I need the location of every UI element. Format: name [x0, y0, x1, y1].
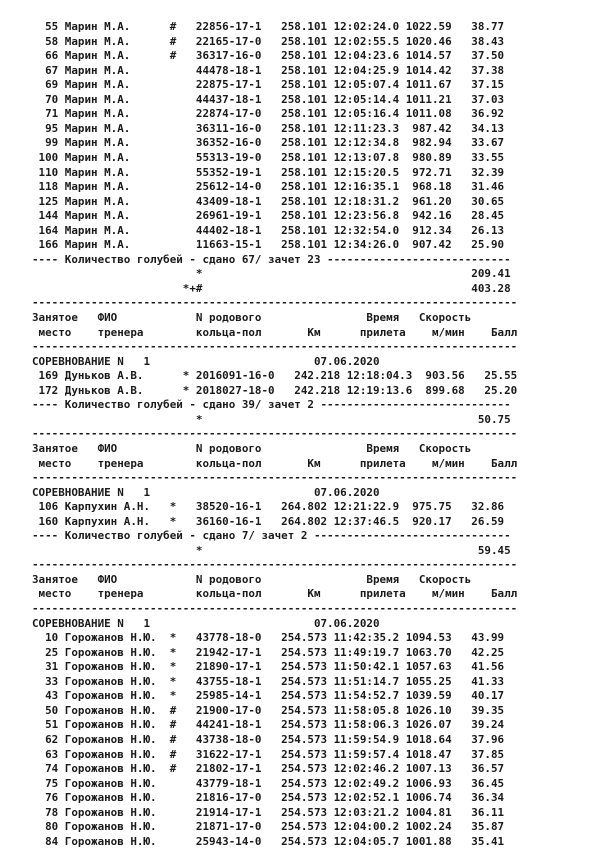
report-line: 71 Марин М.А. 22874-17-0 258.101 12:05:16.4 1011.08 36.92	[32, 107, 505, 121]
report-line: --------------------------------------------------------------------------	[32, 296, 518, 310]
report-line: 55 Марин М.А. # 22856-17-1 258.101 12:02:24.0 1022.59 38.77	[32, 20, 505, 33]
report-line: * 50.75	[32, 412, 511, 426]
report-line: 100 Марин М.А. 55313-19-0 258.101 12:13:07.8 980.89 33.55	[32, 150, 505, 164]
report-line: 50 Горожанов Н.Ю. # 21900-17-0 254.573 11:58:05.8 1026.10 39.35	[32, 703, 505, 717]
report-line: 118 Марин М.А. 25612-14-0 258.101 12:16:35.1 968.18 31.46	[32, 180, 505, 194]
report-line: СОРЕВНОВАНИЕ N 1 07.06.2020	[32, 616, 380, 630]
report-line: 164 Марин М.А. 44402-18-1 258.101 12:32:54.0 912.34 26.13	[32, 223, 505, 237]
report-line: место тренера кольца-пол Км прилета м/мин Балл	[32, 456, 518, 470]
report-line: 67 Марин М.А. 44478-18-1 258.101 12:04:25.9 1014.42 37.38	[32, 63, 505, 77]
report-line: --------------------------------------------------------------------------	[32, 602, 518, 615]
report-line: 62 Горожанов Н.Ю. # 43738-18-0 254.573 11:59:54.9 1018.64 37.96	[32, 732, 505, 746]
report-line: 51 Горожанов Н.Ю. # 44241-18-1 254.573 11:58:06.3 1026.07 39.24	[32, 718, 505, 732]
report-line: 70 Марин М.А. 44437-18-1 258.101 12:05:14.4 1011.21 37.03	[32, 92, 505, 106]
report-line: 84 Горожанов Н.Ю. 25943-14-0 254.573 12:04:05.7 1001.88 35.41	[32, 834, 505, 848]
report-line: место тренера кольца-пол Км прилета м/мин Балл	[32, 587, 518, 601]
report-line: Занятое ФИО N родового Время Скорость	[32, 572, 472, 586]
report-line: 166 Марин М.А. 11663-15-1 258.101 12:34:26.0 907.42 25.90	[32, 238, 505, 252]
report-line: 125 Марин М.А. 43409-18-1 258.101 12:18:31.2 961.20 30.65	[32, 194, 505, 208]
report-line: 169 Дуньков А.В. * 2016091-16-0 242.218 12:18:04.3 903.56 25.55	[32, 369, 518, 383]
report-line: 160 Карпухин А.Н. * 36160-16-1 264.802 12:37:46.5 920.17 26.59	[32, 514, 505, 528]
report-line: Занятое ФИО N родового Время Скорость	[32, 441, 472, 455]
report-line: 69 Марин М.А. 22875-17-1 258.101 12:05:07.4 1011.67 37.15	[32, 78, 505, 92]
report-line: ---- Количество голубей - сдано 7/ зачет 2 ------------------------------	[32, 529, 511, 543]
report-line: 172 Дуньков А.В. * 2018027-18-0 242.218 12:19:13.6 899.68 25.20	[32, 383, 518, 397]
report-line: 43 Горожанов Н.Ю. * 25985-14-1 254.573 11:54:52.7 1039.59 40.17	[32, 689, 505, 703]
report-line: Занятое ФИО N родового Время Скорость	[32, 311, 472, 324]
report-line: 76 Горожанов Н.Ю. 21816-17-0 254.573 12:02:52.1 1006.74 36.34	[32, 791, 505, 805]
report-line: 66 Марин М.А. # 36317-16-0 258.101 12:04:23.6 1014.57 37.50	[32, 49, 505, 63]
report-line: ---- Количество голубей - сдано 67/ зачет 23 ----------------------------	[32, 252, 511, 266]
report-line: *+# 403.28	[32, 281, 511, 295]
report-line: 31 Горожанов Н.Ю. * 21890-17-1 254.573 11:50:42.1 1057.63 41.56	[32, 660, 505, 674]
report-line: 78 Горожанов Н.Ю. 21914-17-1 254.573 12:03:21.2 1004.81 36.11	[32, 805, 505, 819]
report-line: 25 Горожанов Н.Ю. * 21942-17-1 254.573 11:49:19.7 1063.70 42.25	[32, 645, 505, 659]
report-line: ---- Количество голубей - сдано 39/ зачет 2 -----------------------------	[32, 398, 511, 412]
report-line: 74 Горожанов Н.Ю. # 21802-17-1 254.573 12:02:46.2 1007.13 36.57	[32, 762, 505, 776]
report-line: --------------------------------------------------------------------------	[32, 340, 518, 354]
report-line: 80 Горожанов Н.Ю. 21871-17-0 254.573 12:04:00.2 1002.24 35.87	[32, 820, 505, 834]
report-line: 10 Горожанов Н.Ю. * 43778-18-0 254.573 11:42:35.2 1094.53 43.99	[32, 631, 505, 645]
report-line: 58 Марин М.А. # 22165-17-0 258.101 12:02:55.5 1020.46 38.43	[32, 34, 505, 48]
report-line: 63 Горожанов Н.Ю. # 31622-17-1 254.573 11:59:57.4 1018.47 37.85	[32, 747, 505, 761]
report-line: --------------------------------------------------------------------------	[32, 558, 518, 572]
report-line: 110 Марин М.А. 55352-19-1 258.101 12:15:20.5 972.71 32.39	[32, 165, 505, 179]
report-line: 144 Марин М.А. 26961-19-1 258.101 12:23:56.8 942.16 28.45	[32, 209, 505, 223]
report-line: * 59.45	[32, 543, 511, 557]
report-line: 75 Горожанов Н.Ю. 43779-18-1 254.573 12:02:49.2 1006.93 36.45	[32, 776, 505, 790]
report-line: --------------------------------------------------------------------------	[32, 471, 518, 485]
report-line: 99 Марин М.А. 36352-16-0 258.101 12:12:34.8 982.94 33.67	[32, 136, 505, 150]
report-line: 95 Марин М.А. 36311-16-0 258.101 12:11:23.3 987.42 34.13	[32, 121, 505, 135]
report-line: --------------------------------------------------------------------------	[32, 427, 518, 441]
report-line: СОРЕВНОВАНИЕ N 1 07.06.2020	[32, 485, 380, 499]
report-line: СОРЕВНОВАНИЕ N 1 07.06.2020	[32, 354, 380, 368]
report-line: место тренера кольца-пол Км прилета м/мин Балл	[32, 325, 518, 339]
report-line: 106 Карпухин А.Н. * 38520-16-1 264.802 12:21:22.9 975.75 32.86	[32, 500, 505, 514]
report-line: 33 Горожанов Н.Ю. * 43755-18-1 254.573 11:51:14.7 1055.25 41.33	[32, 674, 505, 688]
report-line: * 209.41	[32, 267, 511, 281]
